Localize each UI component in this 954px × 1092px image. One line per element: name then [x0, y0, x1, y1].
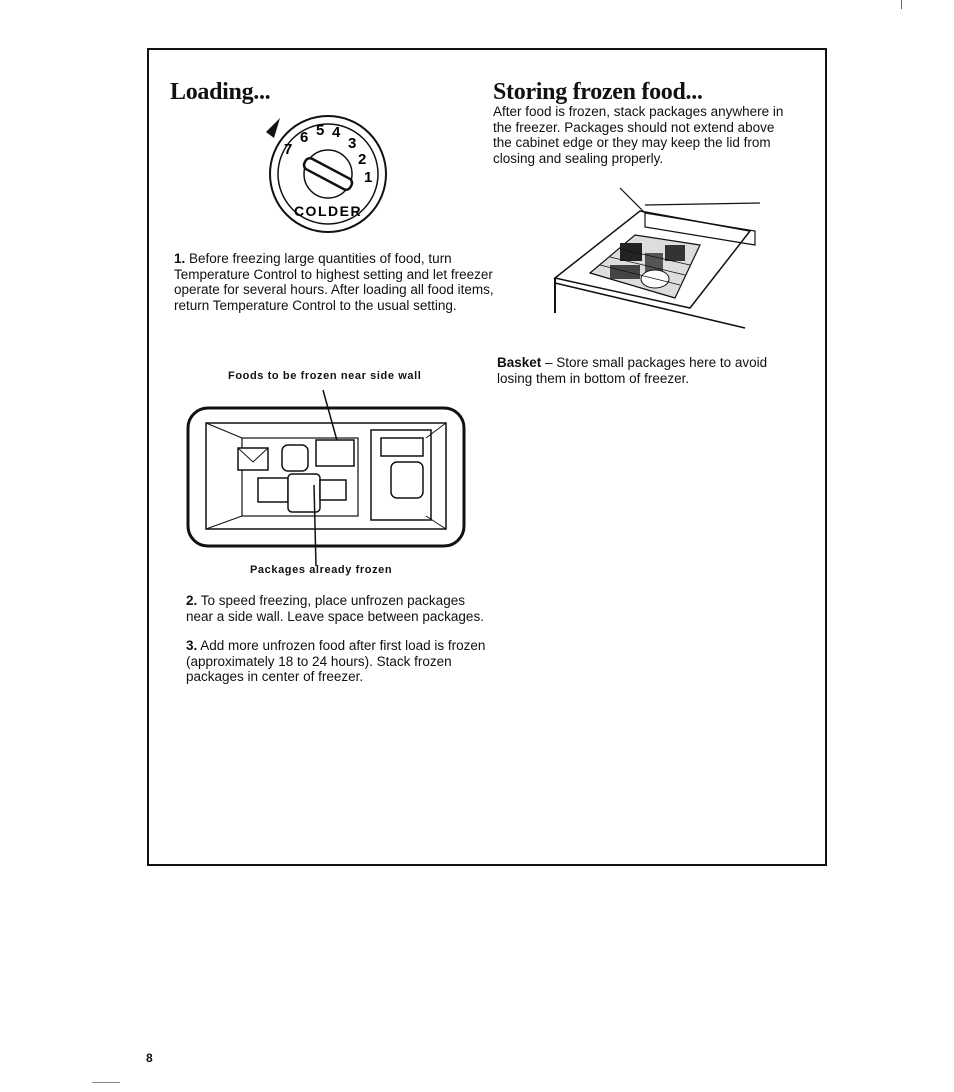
- basket-description: [497, 355, 797, 386]
- step-2: [186, 593, 486, 624]
- step-1-text: Before freezing large quantities of food, turn Temperature Control to highest setting and let freezer operate for several hours. After loading all food items, return Temperature Control to the usual setting.: [174, 251, 494, 313]
- step-1: [174, 251, 504, 313]
- basket-text: – Store small packages here to avoid losing them in bottom of freezer.: [497, 355, 768, 386]
- step-3: [186, 638, 486, 685]
- scan-footer-mark: [92, 1082, 120, 1083]
- dial-number-4: 4: [332, 124, 341, 141]
- page-number: 8: [146, 1051, 153, 1065]
- dial-label-colder: COLDER: [293, 203, 363, 219]
- dial-number-7: 7: [284, 141, 293, 158]
- scan-tick-mark: [901, 0, 902, 9]
- step-3-text: Add more unfrozen food after first load is frozen (approximately 18 to 24 hours). Stack frozen packages in center of freezer.: [186, 638, 486, 684]
- dial-number-5: 5: [316, 122, 325, 139]
- basket-label: Basket: [497, 355, 542, 370]
- dial-number-2: 2: [358, 151, 367, 168]
- step-3-number: 3.: [186, 638, 198, 653]
- storing-intro-text: After food is frozen, stack packages anywhere in the freezer. Packages should not extend above the cabinet edge or they may keep the lid from closing and sealing properly.: [493, 104, 784, 166]
- freezer-loading-diagram: [186, 390, 476, 580]
- temperature-dial-illustration: [258, 112, 398, 242]
- step-2-number: 2.: [186, 593, 198, 608]
- step-2-text: To speed freezing, place unfrozen packages near a side wall. Leave space between packages.: [186, 593, 484, 624]
- dial-number-3: 3: [348, 135, 357, 152]
- dial-number-6: 6: [300, 129, 309, 146]
- dial-number-1: 1: [364, 169, 373, 186]
- caption-packages-already-frozen: Packages already frozen: [250, 564, 393, 576]
- loading-heading: Loading...: [170, 79, 271, 105]
- step-1-number: 1.: [174, 251, 186, 266]
- freezer-basket-illustration: [550, 183, 770, 333]
- caption-foods-to-be-frozen: Foods to be frozen near side wall: [228, 370, 422, 382]
- storing-frozen-food-heading: Storing frozen food...: [493, 79, 703, 105]
- arrow-pointer-icon: [266, 118, 280, 138]
